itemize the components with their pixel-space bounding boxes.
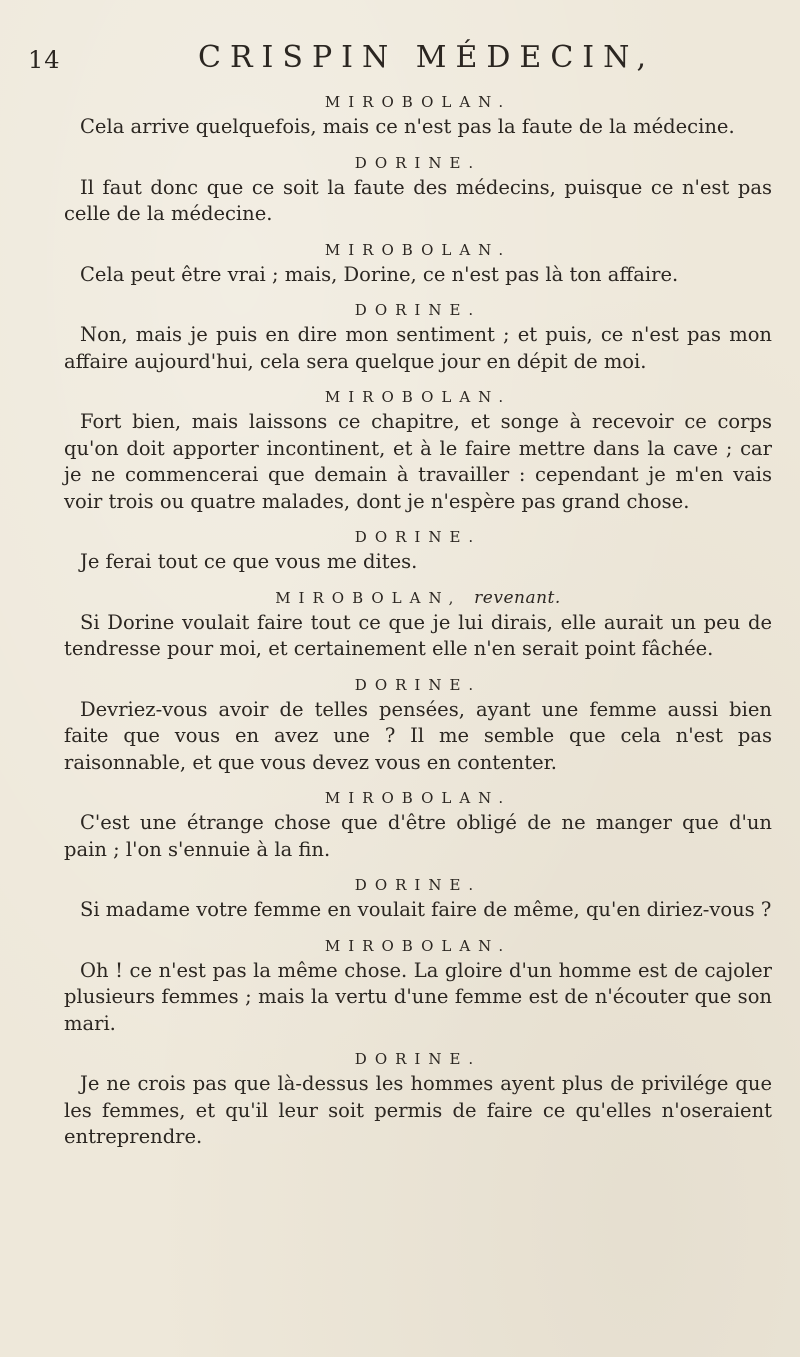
speaker-name: MIROBOLAN. xyxy=(324,93,512,111)
speech: Devriez-vous avoir de telles pensées, ayant une femme aussi bien faite que vous en avez une ? Il me semble que cela n'est pas raisonnable, et que vous devez vous en contenter. xyxy=(64,697,772,774)
page-number: 14 xyxy=(28,46,61,74)
speaker-heading xyxy=(64,786,772,810)
speech: Si madame votre femme en voulait faire de même, qu'en diriez-vous ? xyxy=(80,898,772,921)
speaker-name: DORINE. xyxy=(354,153,482,172)
speaker-heading xyxy=(64,385,772,409)
speech: Si Dorine voulait faire tout ce que je lui dirais, elle aurait un peu de tendresse pour moi, et certainement elle n'en serait point fâchée. xyxy=(64,610,772,660)
stage-direction: revenant. xyxy=(474,587,561,608)
speech: C'est une étrange chose que d'être obligé de ne manger que d'un pain ; l'on s'ennuie à la fin. xyxy=(64,811,772,861)
speaker-name: DORINE. xyxy=(354,1050,482,1068)
speaker-name: MIROBOLAN. xyxy=(324,936,512,955)
speaker-name: MIROBOLAN. xyxy=(324,789,512,807)
speech: Je ferai tout ce que vous me dites. xyxy=(80,550,418,573)
speaker-heading xyxy=(64,298,772,322)
speech: Non, mais je puis en dire mon sentiment ; et puis, ce n'est pas mon affaire aujourd'hui, cela sera quelque jour en dépit de moi. xyxy=(64,323,772,373)
dialogue-text xyxy=(64,90,772,1161)
speaker-name: DORINE. xyxy=(354,528,482,546)
speaker-heading xyxy=(64,525,772,549)
running-title: CRISPIN MÉDECIN, xyxy=(198,40,656,75)
speaker-heading xyxy=(64,934,772,958)
speaker-name: MIROBOLAN, xyxy=(275,588,462,607)
speaker-name: MIROBOLAN. xyxy=(324,388,512,406)
speaker-heading xyxy=(64,90,772,114)
speaker-heading xyxy=(64,151,772,175)
speaker-heading xyxy=(64,673,772,697)
speaker-name: DORINE. xyxy=(354,675,482,694)
speaker-heading xyxy=(64,1047,772,1071)
speaker-heading xyxy=(64,238,772,262)
speaker-name: DORINE. xyxy=(354,876,482,894)
speech: Cela peut être vrai ; mais, Dorine, ce n'est pas là ton affaire. xyxy=(80,262,679,286)
page-header xyxy=(28,40,748,80)
speech: Oh ! ce n'est pas la même chose. La gloire d'un homme est de cajoler plusieurs femmes ; mais la vertu d'une femme est de n'écouter que son mari. xyxy=(64,958,772,1035)
speaker-name: MIROBOLAN. xyxy=(324,240,512,259)
speech: Il faut donc que ce soit la faute des médecins, puisque ce n'est pas celle de la médecine. xyxy=(64,175,772,225)
speaker-name: DORINE. xyxy=(354,301,482,319)
speech: Fort bien, mais laissons ce chapitre, et songe à recevoir ce corps qu'on doit apporter incontinent, et à le faire mettre dans la cave ; car je ne commencerai que demain à travailler : cependant je m'en vais voir trois ou quatre malades, dont je n'espère pas grand chose. xyxy=(64,410,772,513)
speaker-heading xyxy=(64,873,772,897)
speech: Cela arrive quelquefois, mais ce n'est pas la faute de la médecine. xyxy=(80,115,735,138)
speaker-heading xyxy=(64,586,772,610)
speech: Je ne crois pas que là-dessus les hommes ayent plus de privilége que les femmes, et qu'il leur soit permis de faire ce qu'elles n'oseraient entreprendre. xyxy=(64,1072,772,1148)
